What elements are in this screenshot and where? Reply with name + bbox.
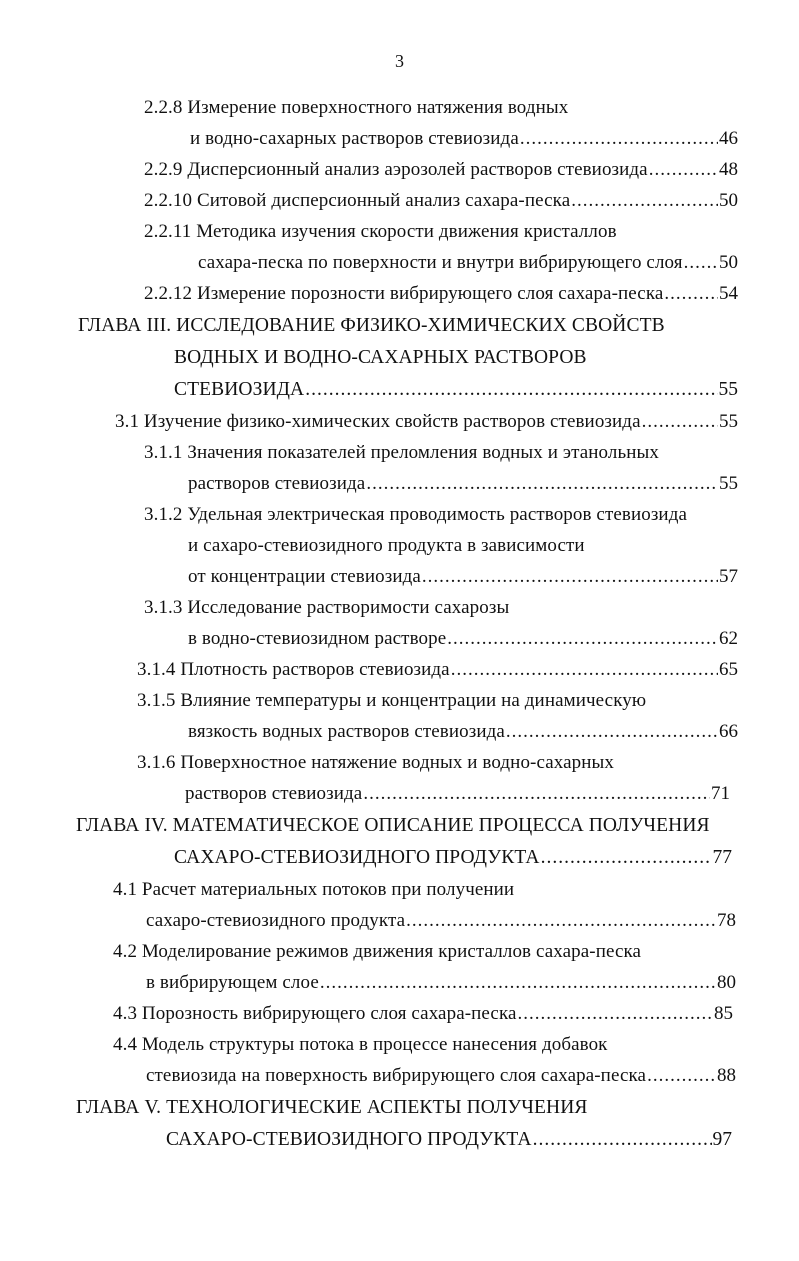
toc-entry-3-1-3-line-2: в водно-стевиозидном растворе ..... 62 — [188, 623, 738, 654]
table-of-contents — [0, 92, 799, 1172]
dot-leader — [366, 468, 718, 499]
dot-leader — [305, 374, 717, 405]
toc-entry-3-1-5-line-1: 3.1.5 Влияние температуры и концентрации на динамическую — [137, 690, 647, 711]
dot-leader — [647, 1060, 716, 1091]
toc-entry-3-1-3-line-1: 3.1.3 Исследование растворимости сахарозы — [144, 597, 510, 618]
page-ref: 55 — [719, 473, 738, 494]
toc-entry-2-2-12: 2.2.12 Измерение порозности вибрирующего слоя сахара-песка ..... 54 — [144, 278, 738, 309]
page-ref: 71 — [711, 783, 730, 804]
chapter-3-heading-line-3: СТЕВИОЗИДА ..... 55 — [174, 374, 738, 405]
page-ref: 50 — [719, 190, 738, 211]
page-number: 3 — [395, 51, 404, 71]
toc-entry-4-4-line-2: стевиозида на поверхность вибрирующего слоя сахара-песка ..... 88 — [146, 1060, 736, 1091]
chapter-3-heading-line-1: ГЛАВА III. ИССЛЕДОВАНИЕ ФИЗИКО-ХИМИЧЕСКИХ СВОЙСТВ — [78, 315, 665, 336]
toc-entry-2-2-8-line-1: 2.2.8 Измерение поверхностного натяжения водных — [144, 97, 569, 118]
toc-entry-4-2-line-1: 4.2 Моделирование режимов движения кристаллов сахара-песка — [113, 941, 642, 962]
page-ref: 55 — [718, 379, 738, 400]
dot-leader — [642, 406, 718, 437]
chapter-5-heading-line-1: ГЛАВА V. ТЕХНОЛОГИЧЕСКИЕ АСПЕКТЫ ПОЛУЧЕНИЯ — [76, 1097, 588, 1118]
page-ref: 77 — [712, 847, 732, 868]
dot-leader — [533, 1124, 712, 1155]
page-ref: 48 — [719, 159, 738, 180]
dot-leader — [684, 247, 718, 278]
toc-entry-3-1-2-line-2: и сахаро-стевиозидного продукта в зависимости — [188, 535, 585, 556]
page-ref: 66 — [719, 721, 738, 742]
toc-entry-3-1: 3.1 Изучение физико-химических свойств растворов стевиозида ..... 55 — [115, 406, 738, 437]
toc-entry-4-2-line-2: в вибрирующем слое ..... 80 — [146, 967, 736, 998]
page-ref: 62 — [719, 628, 738, 649]
toc-entry-2-2-11-line-1: 2.2.11 Методика изучения скорости движения кристаллов — [144, 221, 617, 242]
toc-entry-4-1-line-2: сахаро-стевиозидного продукта ..... 78 — [146, 905, 736, 936]
chapter-4-heading-line-1: ГЛАВА IV. МАТЕМАТИЧЕСКОЕ ОПИСАНИЕ ПРОЦЕССА ПОЛУЧЕНИЯ — [76, 815, 710, 836]
toc-entry-3-1-6-line-2: растворов стевиозида ..... 71 — [185, 778, 730, 809]
page-ref: 65 — [719, 659, 738, 680]
toc-entry-3-1-2-line-1: 3.1.2 Удельная электрическая проводимость растворов стевиозида — [144, 504, 688, 525]
page-ref: 85 — [714, 1003, 733, 1024]
page-ref: 78 — [717, 910, 736, 931]
dot-leader — [518, 998, 713, 1029]
chapter-3-heading-line-2: ВОДНЫХ И ВОДНО-САХАРНЫХ РАСТВОРОВ — [174, 347, 587, 368]
page-ref: 54 — [719, 283, 738, 304]
dot-leader — [320, 967, 716, 998]
dot-leader — [451, 654, 718, 685]
toc-entry-4-1-line-1: 4.1 Расчет материальных потоков при получении — [113, 879, 515, 900]
page-ref: 46 — [719, 128, 738, 149]
toc-entry-4-3: 4.3 Порозность вибрирующего слоя сахара-песка ..... 85 — [113, 998, 733, 1029]
dot-leader — [649, 154, 718, 185]
page-ref: 97 — [712, 1129, 732, 1150]
page-ref: 55 — [719, 411, 738, 432]
page-ref: 88 — [717, 1065, 736, 1086]
dot-leader — [664, 278, 718, 309]
toc-entry-2-2-9: 2.2.9 Дисперсионный анализ аэрозолей растворов стевиозида ..... 48 — [144, 154, 738, 185]
page-ref: 50 — [719, 252, 738, 273]
chapter-4-heading-line-2: САХАРО-СТЕВИОЗИДНОГО ПРОДУКТА ..... 77 — [174, 842, 732, 873]
toc-entry-3-1-5-line-2: вязкость водных растворов стевиозида ..... 66 — [188, 716, 738, 747]
toc-entry-3-1-1-line-2: растворов стевиозида ..... 55 — [188, 468, 738, 499]
dot-leader — [406, 905, 716, 936]
chapter-5-heading-line-2: САХАРО-СТЕВИОЗИДНОГО ПРОДУКТА ..... 97 — [166, 1124, 732, 1155]
dot-leader — [571, 185, 718, 216]
dot-leader — [447, 623, 718, 654]
toc-entry-3-1-2-line-3: от концентрации стевиозида ..... 57 — [188, 561, 738, 592]
page-ref: 57 — [719, 566, 738, 587]
toc-entry-2-2-8-line-2: и водно-сахарных растворов стевиозида ..... 46 — [190, 123, 738, 154]
dot-leader — [541, 842, 712, 873]
dot-leader — [520, 123, 718, 154]
toc-entry-2-2-10: 2.2.10 Ситовой дисперсионный анализ сахара-песка ..... 50 — [144, 185, 738, 216]
toc-entry-3-1-6-line-1: 3.1.6 Поверхностное натяжение водных и водно-сахарных — [137, 752, 614, 773]
toc-entry-3-1-4: 3.1.4 Плотность растворов стевиозида ..... 65 — [137, 654, 738, 685]
toc-entry-2-2-11-line-2: сахара-песка по поверхности и внутри вибрирующего слоя ..... 50 — [198, 247, 738, 278]
dot-leader — [506, 716, 718, 747]
page-ref: 80 — [717, 972, 736, 993]
dot-leader — [422, 561, 718, 592]
dot-leader — [363, 778, 710, 809]
toc-entry-3-1-1-line-1: 3.1.1 Значения показателей преломления водных и этанольных — [144, 442, 659, 463]
toc-entry-4-4-line-1: 4.4 Модель структуры потока в процессе нанесения добавок — [113, 1034, 608, 1055]
